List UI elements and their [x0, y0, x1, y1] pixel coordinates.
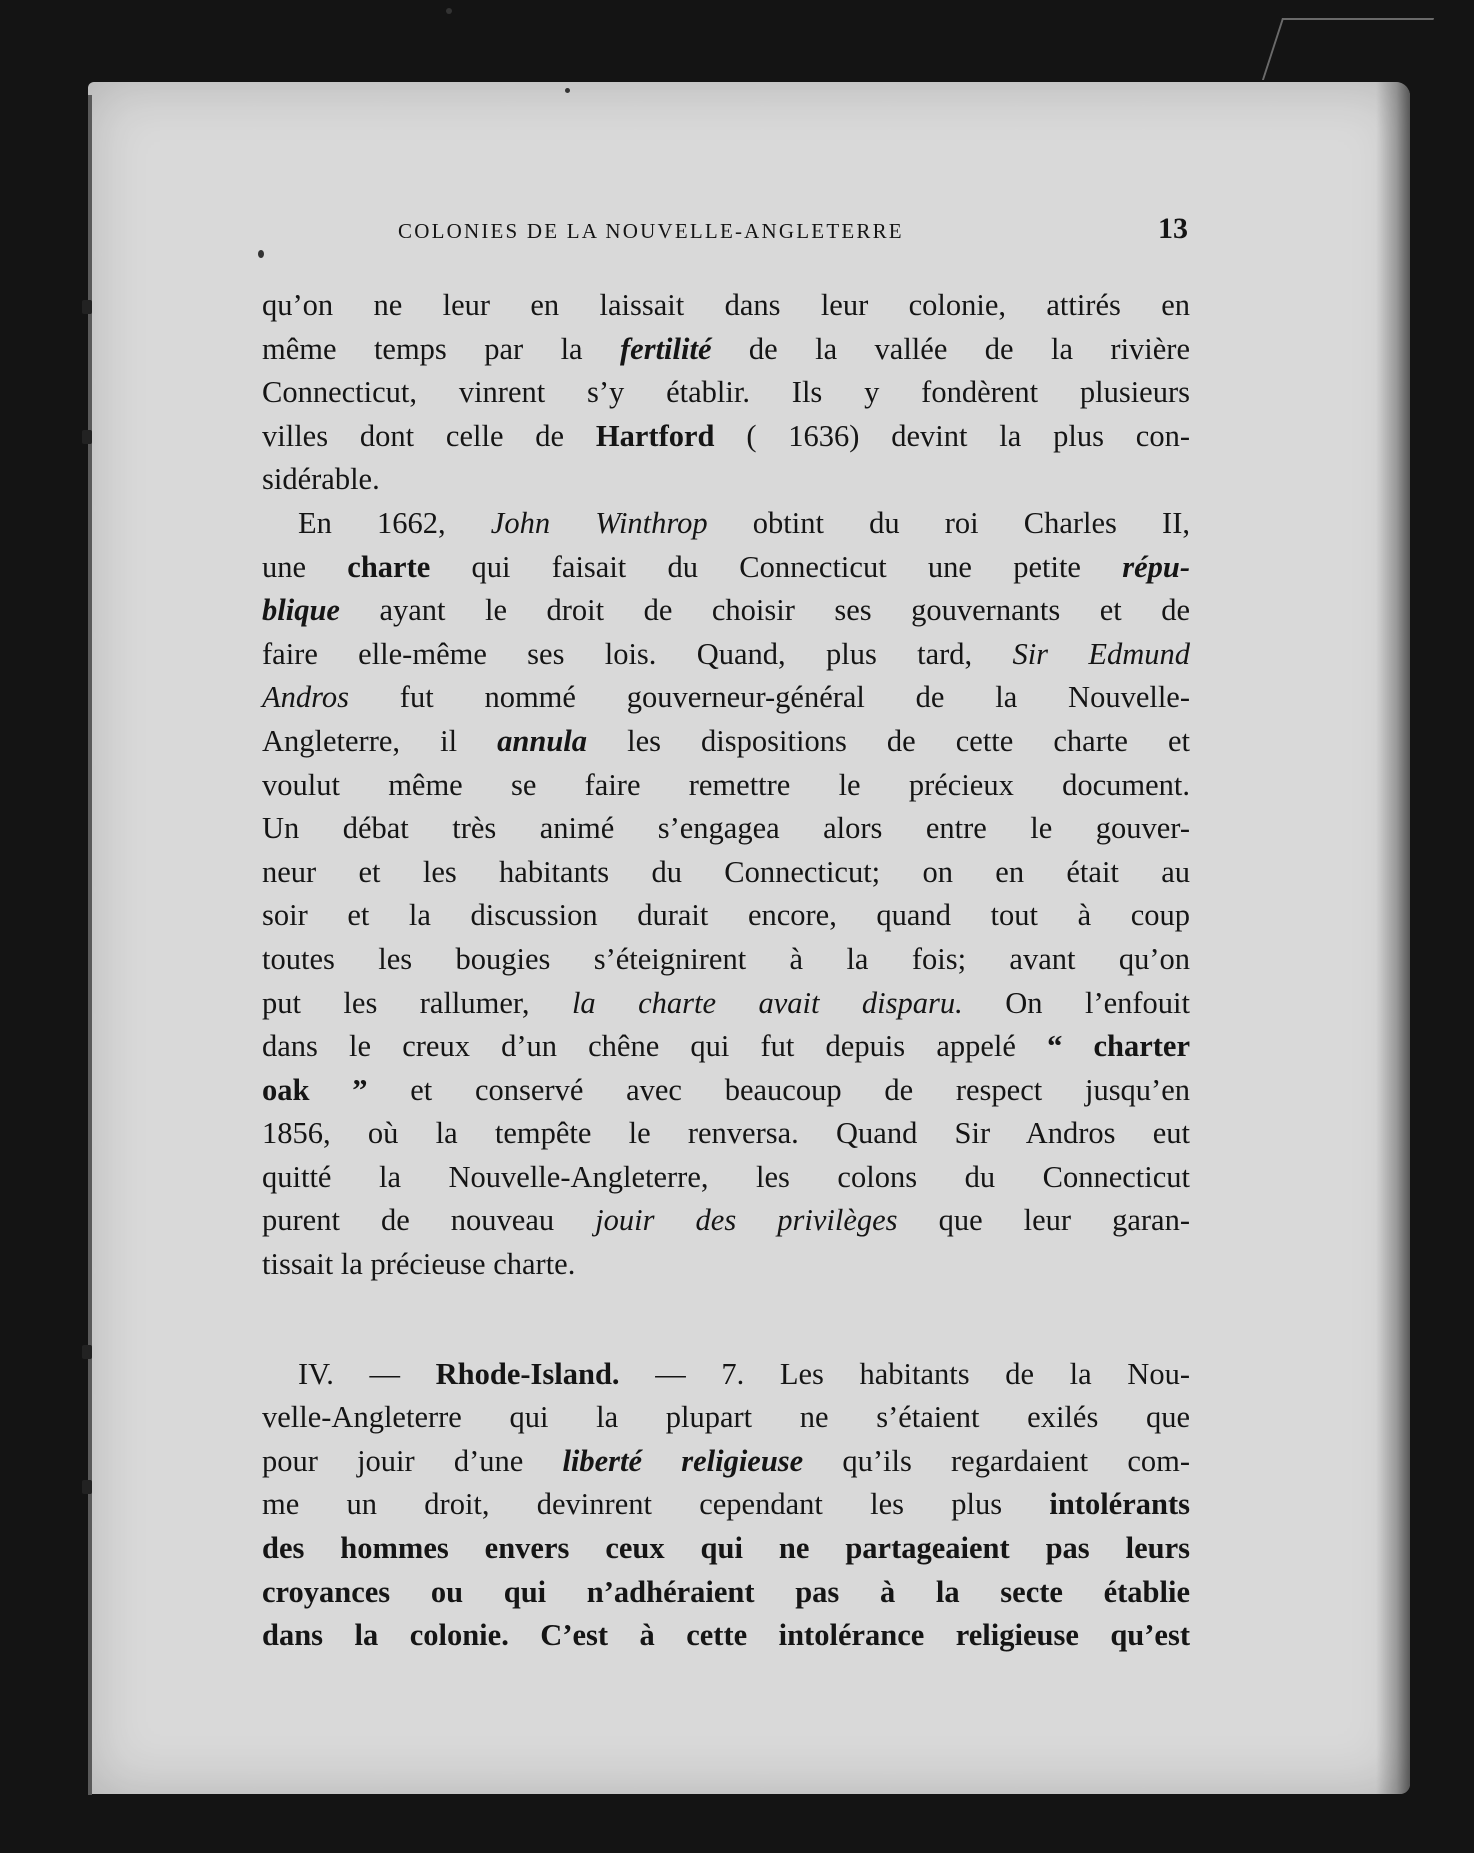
text-line: sidérable. — [262, 462, 380, 497]
text-line: purent de nouveau jouir des privilèges que leur garan- — [262, 1203, 1190, 1238]
text-line: quitté la Nouvelle-Angleterre, les colons du Connecticut — [262, 1159, 1190, 1194]
text-line: toutes les bougies s’éteignirent à la fois; avant qu’on — [262, 941, 1190, 976]
text-line: soir et la discussion durait encore, quand tout à coup — [262, 898, 1190, 933]
book-binding — [88, 95, 92, 1795]
text-line: Un débat très animé s’engagea alors entre le gouver- — [262, 811, 1190, 846]
binding-stitch — [82, 1345, 92, 1359]
page-text — [262, 212, 1190, 1658]
text-line: croyances ou qui n’adhéraient pas à la secte établie — [262, 1574, 1190, 1609]
text-line: oak ” et conservé avec beaucoup de respect jusqu’en — [262, 1072, 1191, 1107]
text-line: voulut même se faire remettre le précieux document. — [262, 767, 1190, 802]
text-line: En 1662, John Winthrop obtint du roi Charles II, — [298, 505, 1190, 540]
page-edge-shadow — [1376, 82, 1410, 1794]
text-line: pour jouir d’une liberté religieuse qu’ils regardaient com- — [262, 1443, 1190, 1478]
binding-stitch — [82, 430, 92, 444]
text-line: Angleterre, il annula les dispositions de cette charte et — [262, 723, 1190, 758]
text-line: blique ayant le droit de choisir ses gouvernants et de — [262, 593, 1190, 628]
text-line: IV. — Rhode-Island. — 7. Les habitants de la Nou- — [298, 1356, 1190, 1391]
text-line: velle-Angleterre qui la plupart ne s’étaient exilés que — [262, 1400, 1190, 1435]
running-head — [262, 212, 1190, 260]
text-line: une charte qui faisait du Connecticut une petite répu- — [262, 549, 1190, 584]
page-number: 13 — [1158, 212, 1188, 245]
section-gap — [262, 1287, 1190, 1353]
text-line: me un droit, devinrent cependant les plus intolérants — [262, 1487, 1190, 1522]
text-line: dans la colonie. C’est à cette intolérance religieuse qu’est — [262, 1618, 1190, 1653]
text-line: put les rallumer, la charte avait disparu. On l’enfouit — [262, 985, 1190, 1020]
paragraph-charter-oak — [262, 502, 1190, 1287]
text-line: Andros fut nommé gouverneur-général de la Nouvelle- — [262, 680, 1190, 715]
binding-stitch — [82, 300, 92, 314]
text-line: 1856, où la tempête le renversa. Quand Sir Andros eut — [262, 1116, 1190, 1151]
text-line: même temps par la fertilité de la vallée de la rivière — [262, 331, 1190, 366]
text-line: des hommes envers ceux qui ne partageaient pas leurs — [262, 1531, 1190, 1566]
paragraph-connecticut-settlement — [262, 284, 1190, 502]
ink-speck — [565, 88, 570, 93]
text-line: Connecticut, vinrent s’y établir. Ils y fondèrent plusieurs — [262, 375, 1190, 410]
text-line: villes dont celle de Hartford ( 1636) devint la plus con- — [262, 418, 1190, 453]
running-head-title: COLONIES DE LA NOUVELLE-ANGLETERRE — [398, 219, 904, 243]
text-line: qu’on ne leur en laissait dans leur colonie, attirés en — [262, 288, 1190, 322]
text-line: dans le creux d’un chêne qui fut depuis appelé “ charter — [262, 1029, 1190, 1064]
text-line: faire elle-même ses lois. Quand, plus tard, Sir Edmund — [262, 636, 1191, 671]
folded-corner-mark — [1262, 18, 1434, 80]
ink-speck — [446, 8, 452, 14]
paragraph-rhode-island — [262, 1353, 1190, 1658]
text-line: tissait la précieuse charte. — [262, 1247, 576, 1282]
binding-stitch — [82, 1480, 92, 1494]
text-line: neur et les habitants du Connecticut; on en était au — [262, 854, 1190, 889]
